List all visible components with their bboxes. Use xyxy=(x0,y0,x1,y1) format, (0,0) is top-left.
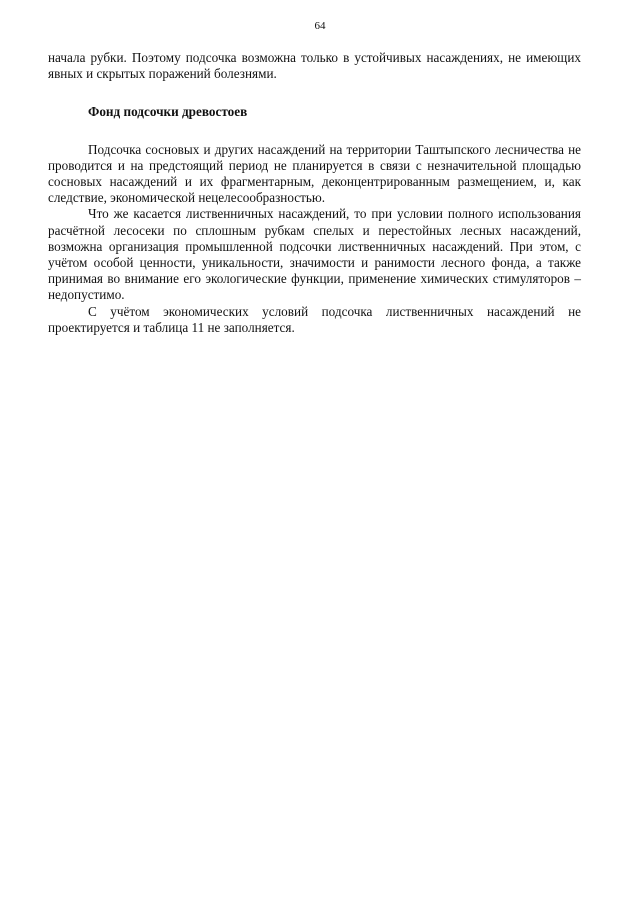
page-body xyxy=(48,50,581,336)
paragraph-larch-tapping: Что же касается лиственничных насаждений, то при условии полного использования расчётной лесосеки по сплошным рубкам спелых и перестойных лесных насаждений, возможна организация промышленной подсочки лиственничных насаждений. При этом, с учётом особой ценности, уникальности, значимости и ранимости лесного фонда, а также принимая во внимание его экологические функции, применение химических стимуляторов – недопустимо. xyxy=(48,206,581,303)
page-number: 64 xyxy=(314,20,326,32)
section-heading: Фонд подсочки древостоев xyxy=(88,104,248,120)
paragraph-pine-tapping: Подсочка сосновых и других насаждений на территории Таштыпского лесничества не проводится и на предстоящий период не планируется в связи с незначительной площадью сосновых насаждений и их фрагментарным, деконцентрированным размещением, и, как следствие, экономической нецелесообразностью. xyxy=(48,141,581,206)
paragraph-conclusion: С учётом экономических условий подсочка лиственничных насаждений не проектируется и таблица 11 не заполняется. xyxy=(48,303,581,335)
paragraph-continuation: начала рубки. Поэтому подсочка возможна только в устойчивых насаждениях, не имеющих явных и скрытых поражений болезнями. xyxy=(48,50,581,82)
